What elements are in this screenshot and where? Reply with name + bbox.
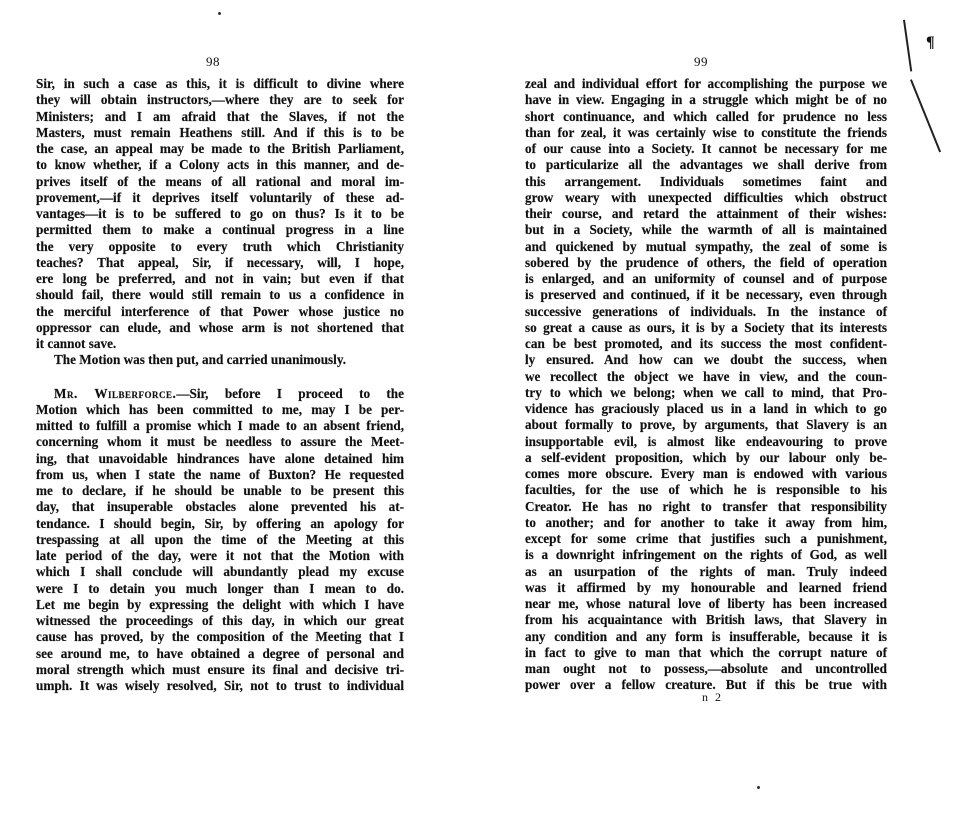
text-line: mitted to fulfill a promise which I made to an absent friend,: [36, 418, 404, 433]
text-line: faculties, for the use of which he is responsible to his: [525, 482, 887, 498]
text-line: of our cause into a Society. It cannot be necessary for me: [525, 141, 887, 156]
text-line: this arrangement. Individuals sometimes faint and: [525, 173, 887, 189]
text-line: should fail, there would still remain to us a confidence in: [36, 287, 404, 303]
text-line: zeal and individual effort for accomplishing the purpose we: [525, 76, 887, 91]
text-line: it cannot save.: [36, 336, 117, 351]
text-line: prives itself of the means of all rational and moral im-: [36, 173, 404, 189]
text-line: but in a Society, while the warmth of all is maintained: [525, 222, 887, 238]
text-line: is enlarged, and an uniformity of counsel and of purpose: [525, 271, 887, 286]
text-line: was it affirmed by my honourable and learned friend: [525, 579, 887, 595]
text-line: in fact to give to man that which the corrupt nature of: [525, 644, 887, 660]
text-line: witnessed the proceedings of this day, in which our great: [36, 613, 404, 628]
text-line: they will obtain instructors,—where they are to seek for: [36, 92, 404, 108]
left-page-text: [36, 76, 404, 694]
text-line: oppressor can elude, and whose arm is not shortened that: [36, 319, 404, 335]
text-line: try to which we belong; when we call to mind, that Pro-: [525, 384, 887, 400]
text-line: Masters, must remain Heathens still. And if this is to be: [36, 124, 404, 140]
text-line: to particularize all the advantages we shall derive from: [525, 157, 887, 173]
text-line: were I to detain you much longer than I mean to do.: [36, 580, 404, 596]
paragraph-gap: [36, 369, 404, 386]
text-line: sobered by the prudence of others, the field of operation: [525, 254, 887, 270]
text-line: concerning whom it must be needless to assure the Meet-: [36, 434, 404, 450]
text-line: as an usurpation of the rights of man. Truly indeed: [525, 563, 887, 579]
text-line: ing, that unavoidable hindrances have alone detained him: [36, 450, 404, 466]
speaker-name: Mr. Wilberforce.: [54, 385, 177, 401]
text-line: late period of the day, were it not that the Motion with: [36, 548, 404, 563]
text-line: short continuance, and which called for prudence no less: [525, 108, 887, 124]
scan-speck: [218, 12, 221, 15]
text-line: Sir, in such a case as this, it is difficult to divine where: [36, 76, 404, 91]
margin-mark: ¶: [926, 34, 935, 51]
text-line: see around me, to have obtained a degree of personal and: [36, 645, 404, 661]
text-line: Ministers; and I am afraid that the Slaves, if not the: [36, 108, 404, 124]
text-line: from his acquaintance with British laws, that Slavery in: [525, 612, 887, 628]
text-line: power over a fellow creature. But if this be true with: [525, 677, 887, 693]
text-line: than for zeal, it was certainly wise to constitute the friends: [525, 124, 887, 140]
signature-mark: n 2: [702, 690, 723, 704]
text-line: their course, and retard the attainment of their wishes:: [525, 206, 887, 221]
text-line: so great a cause as ours, it is by a Society that its interests: [525, 319, 887, 335]
text-line: man ought not to possess,—absolute and uncontrolled: [525, 661, 887, 676]
text-line: a self-evident proposition, which by our labour only be-: [525, 449, 887, 465]
text-line: and quickened by mutual sympathy, the zeal of some is: [525, 238, 887, 254]
text-line: ly ensured. And how can we doubt the success, when: [525, 352, 887, 368]
text-line: to another; and for another to take it away from him,: [525, 514, 887, 530]
text-line: me to declare, if he should be unable to be present this: [36, 483, 404, 498]
text-line: Creator. He has no right to transfer that responsibility: [525, 498, 887, 514]
text-line: The Motion was then put, and carried unanimously.: [54, 352, 347, 368]
text-line: we recollect the object we have in view, and the coun-: [525, 368, 887, 384]
page-number-right: 99: [694, 54, 708, 69]
text-line: the very opposite to every truth which Christianity: [36, 238, 404, 254]
text-line: cause has proved, by the composition of the Meeting that I: [36, 629, 404, 645]
text-line: tendance. I should begin, Sir, by offering an apology for: [36, 515, 404, 531]
page-edge-shadow: [910, 79, 941, 152]
text-line: is a downright infringement on the rights of God, as well: [525, 547, 887, 563]
text-line: have in view. Engaging in a struggle which might be of no: [525, 92, 887, 108]
text-line: about formally to prove, by arguments, that Slavery is an: [525, 417, 887, 433]
text-line: ere long be preferred, and not in vain; but even if that: [36, 271, 404, 286]
text-line: comes more obscure. Every man is endowed with various: [525, 466, 887, 481]
text-line: moral strength which must ensure its final and decisive tri-: [36, 661, 404, 677]
text-line: insupportable evil, is almost like endeavouring to prove: [525, 433, 887, 449]
text-line: to know whether, if a Colony acts in this manner, and de-: [36, 157, 404, 173]
text-line: the case, an appeal may be made to the British Parliament,: [36, 141, 404, 156]
text-line: day, that insuperable obstacles alone prevented his at-: [36, 499, 404, 515]
text-line: successive generations of individuals. In the instance of: [525, 303, 887, 319]
speaker-line: [36, 386, 404, 402]
text-line: grow weary with unexpected difficulties which obstruct: [525, 189, 887, 205]
page-edge-shadow: [903, 20, 912, 72]
text-line: provement,—if it deprives itself voluntarily of these ad-: [36, 189, 404, 205]
text-line: can be best promoted, and its success the most confident-: [525, 336, 887, 351]
right-page-text: [525, 76, 887, 694]
text-line: vidence has graciously placed us in a land in which to go: [525, 401, 887, 416]
text-line: teaches? That appeal, Sir, if necessary, will, I hope,: [36, 254, 404, 270]
text-line: vantages—it is to be suffered to go on thus? Is it to be: [36, 206, 404, 221]
page-number-left: 98: [206, 54, 220, 69]
scan-speck: [757, 786, 760, 789]
text-line: which I shall conclude will abundantly plead my excuse: [36, 564, 404, 580]
text-line: is preserved and continued, if it be necessary, even through: [525, 287, 887, 303]
text-line: near me, whose natural love of liberty has been increased: [525, 596, 887, 611]
text-line: Let me begin by expressing the delight with which I have: [36, 596, 404, 612]
text-line: the merciful interference of that Power whose justice no: [36, 303, 404, 319]
text-line: umph. It was wisely resolved, Sir, not to trust to individual: [36, 678, 404, 693]
text-line: from us, when I state the name of Buxton? He requested: [36, 466, 404, 482]
speaker-line-text: —Sir, before I proceed to the: [176, 385, 404, 401]
text-line: permitted them to make a continual progress in a line: [36, 222, 404, 238]
text-line: any condition and any form is insufferable, because it is: [525, 628, 887, 644]
text-line: Motion which has been committed to me, may I be per-: [36, 401, 404, 417]
text-line: trespassing at all upon the time of the Meeting at this: [36, 531, 404, 547]
text-line: except for some crime that justifies such a punishment,: [525, 531, 887, 546]
